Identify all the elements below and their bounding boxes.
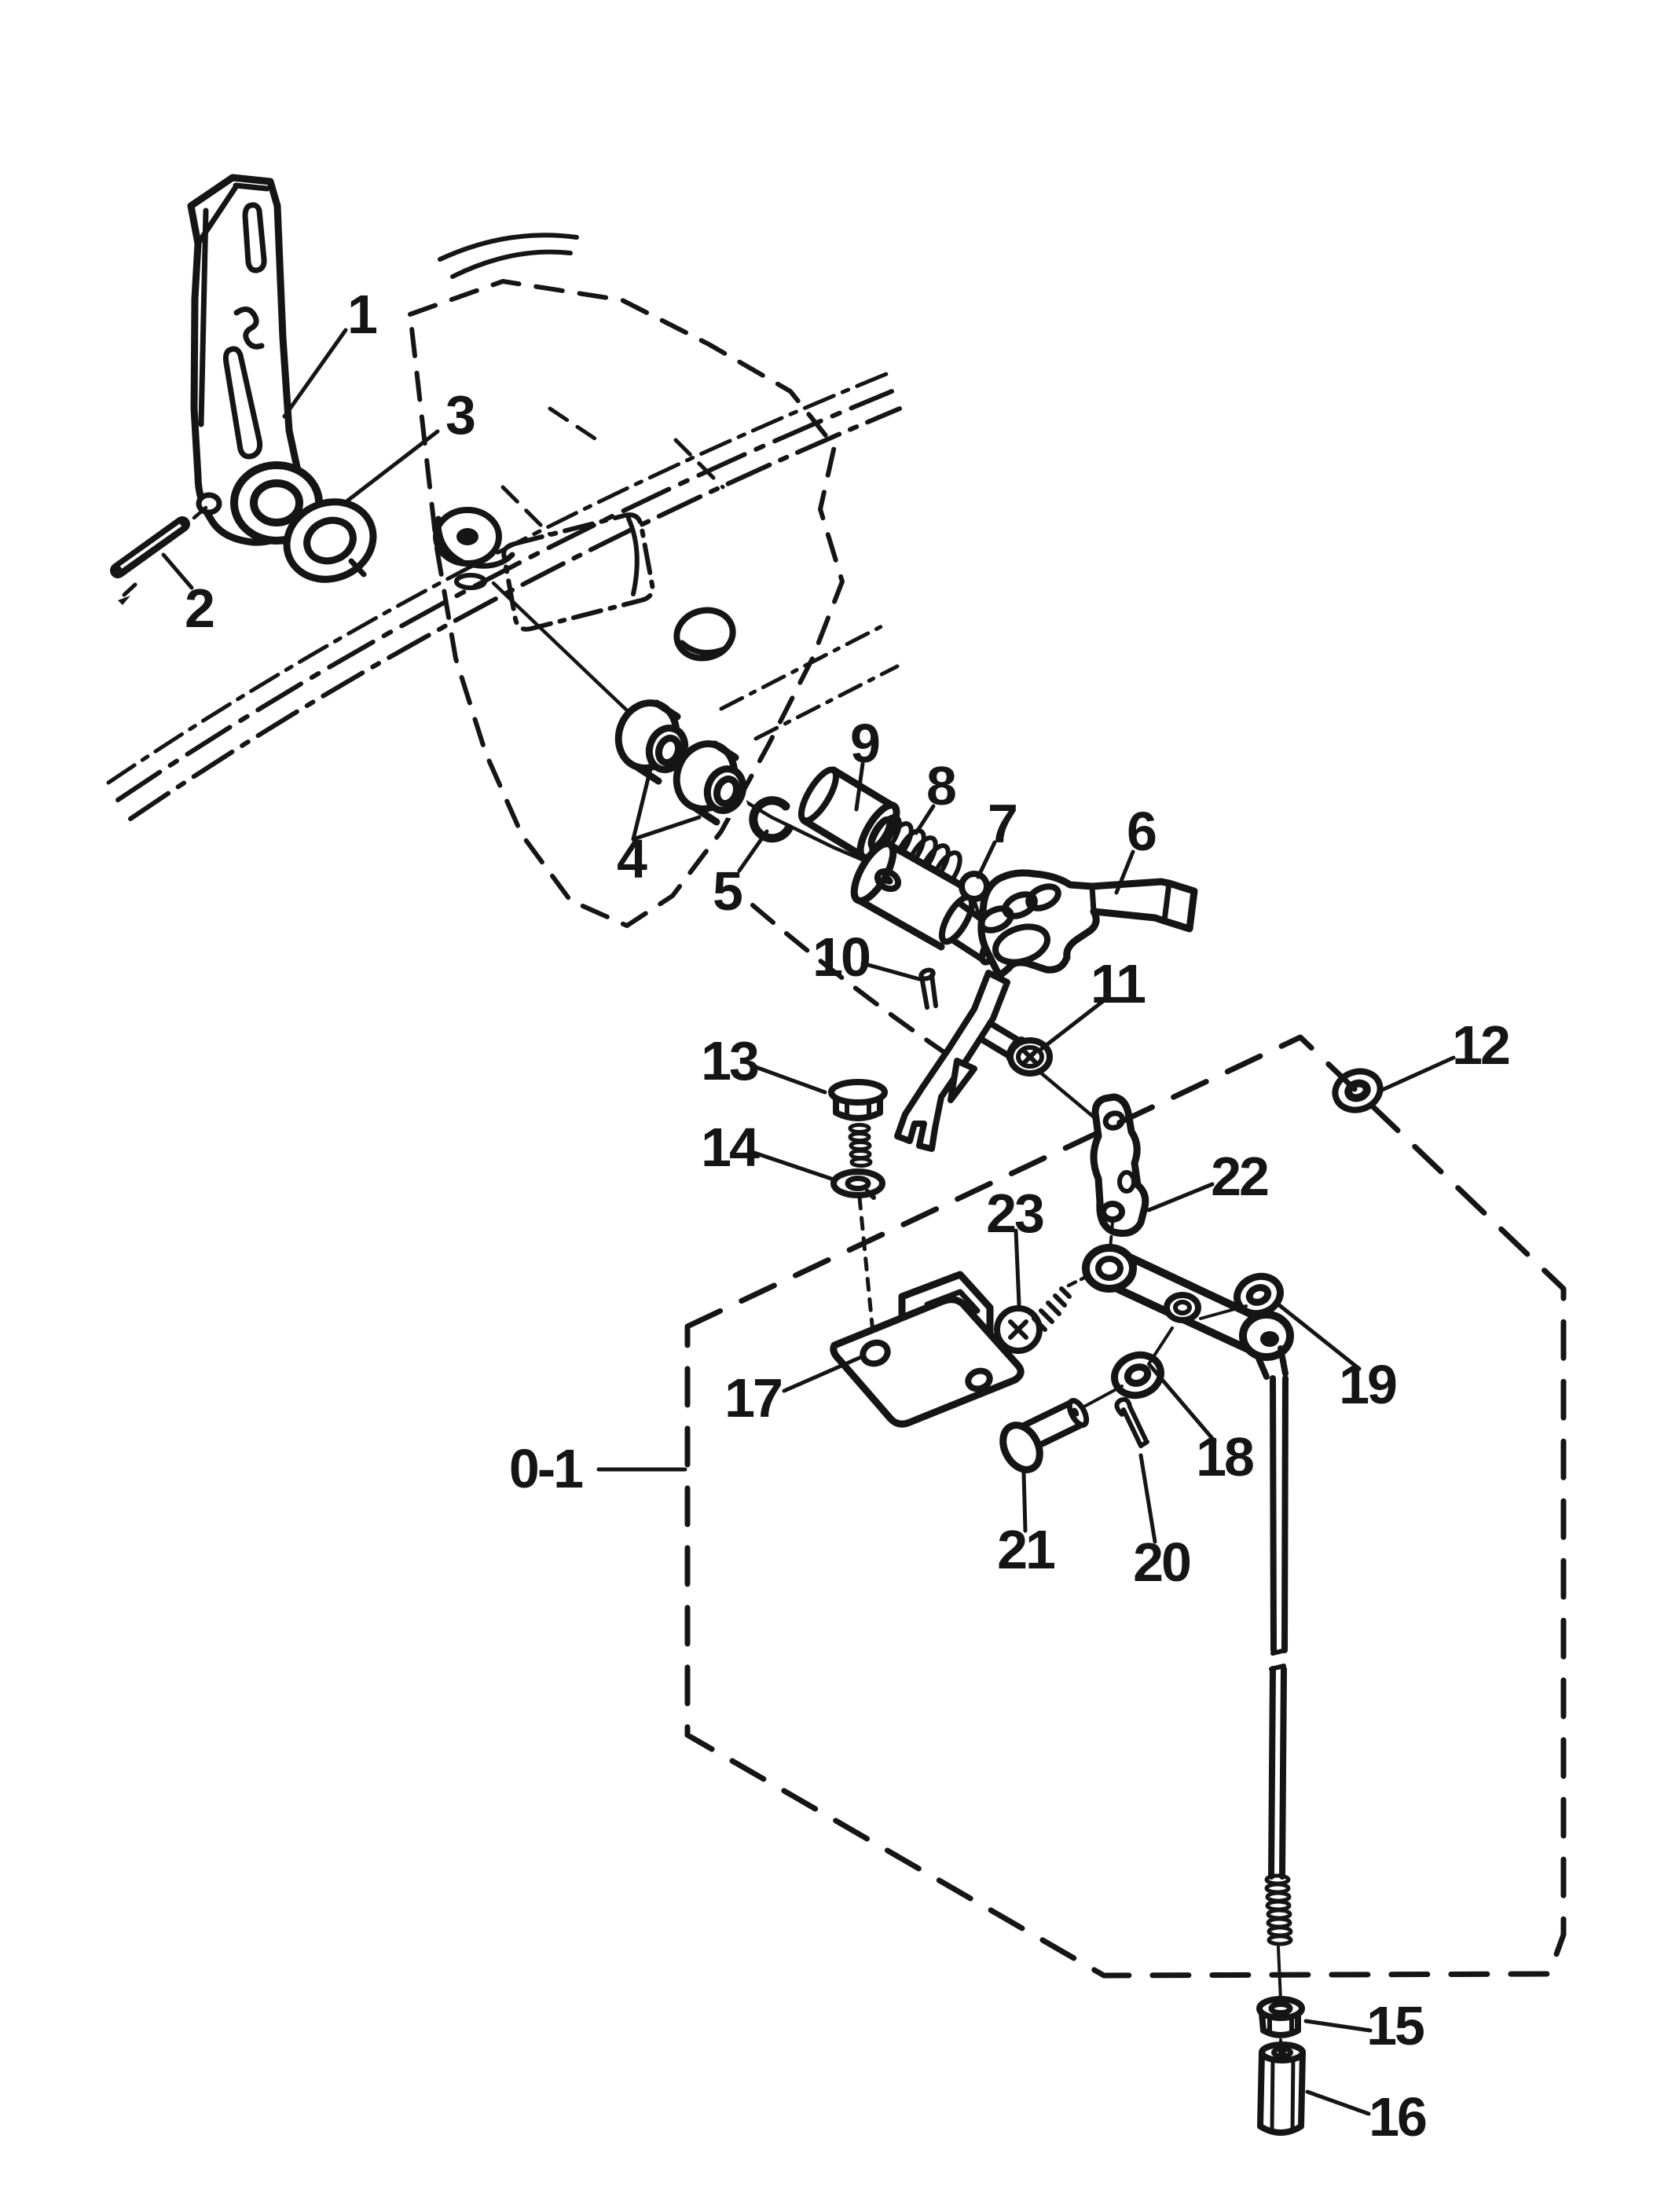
callout-label-8: 8: [926, 755, 955, 816]
callout-label-20: 20: [1133, 1532, 1190, 1593]
callout-label-7: 7: [988, 793, 1016, 854]
callout-label-11: 11: [1091, 953, 1144, 1014]
callout-label-17: 17: [724, 1367, 781, 1429]
callout-label-5: 5: [713, 860, 741, 922]
callout-label-2: 2: [185, 578, 213, 639]
callout-label-21: 21: [997, 1519, 1054, 1580]
callout-label-16: 16: [1369, 2086, 1425, 2148]
callout-label-14: 14: [701, 1117, 757, 1178]
callout-label-9: 9: [850, 713, 878, 774]
part-16-coupler-nut: [1260, 2045, 1303, 2133]
callout-label-22: 22: [1211, 1146, 1267, 1207]
callout-label-10: 10: [812, 926, 869, 988]
callout-label-13: 13: [701, 1030, 757, 1091]
callout-label-18: 18: [1196, 1426, 1252, 1488]
callout-label-12: 12: [1452, 1014, 1509, 1076]
callout-label-6: 6: [1127, 801, 1155, 862]
callout-label-23: 23: [986, 1183, 1043, 1244]
callout-label-0-1: 0-1: [508, 1438, 582, 1499]
callout-label-1: 1: [347, 284, 376, 345]
callout-label-4: 4: [617, 828, 645, 890]
callout-label-15: 15: [1366, 1995, 1423, 2056]
callout-label-19: 19: [1339, 1354, 1395, 1415]
callout-label-3: 3: [445, 384, 474, 446]
